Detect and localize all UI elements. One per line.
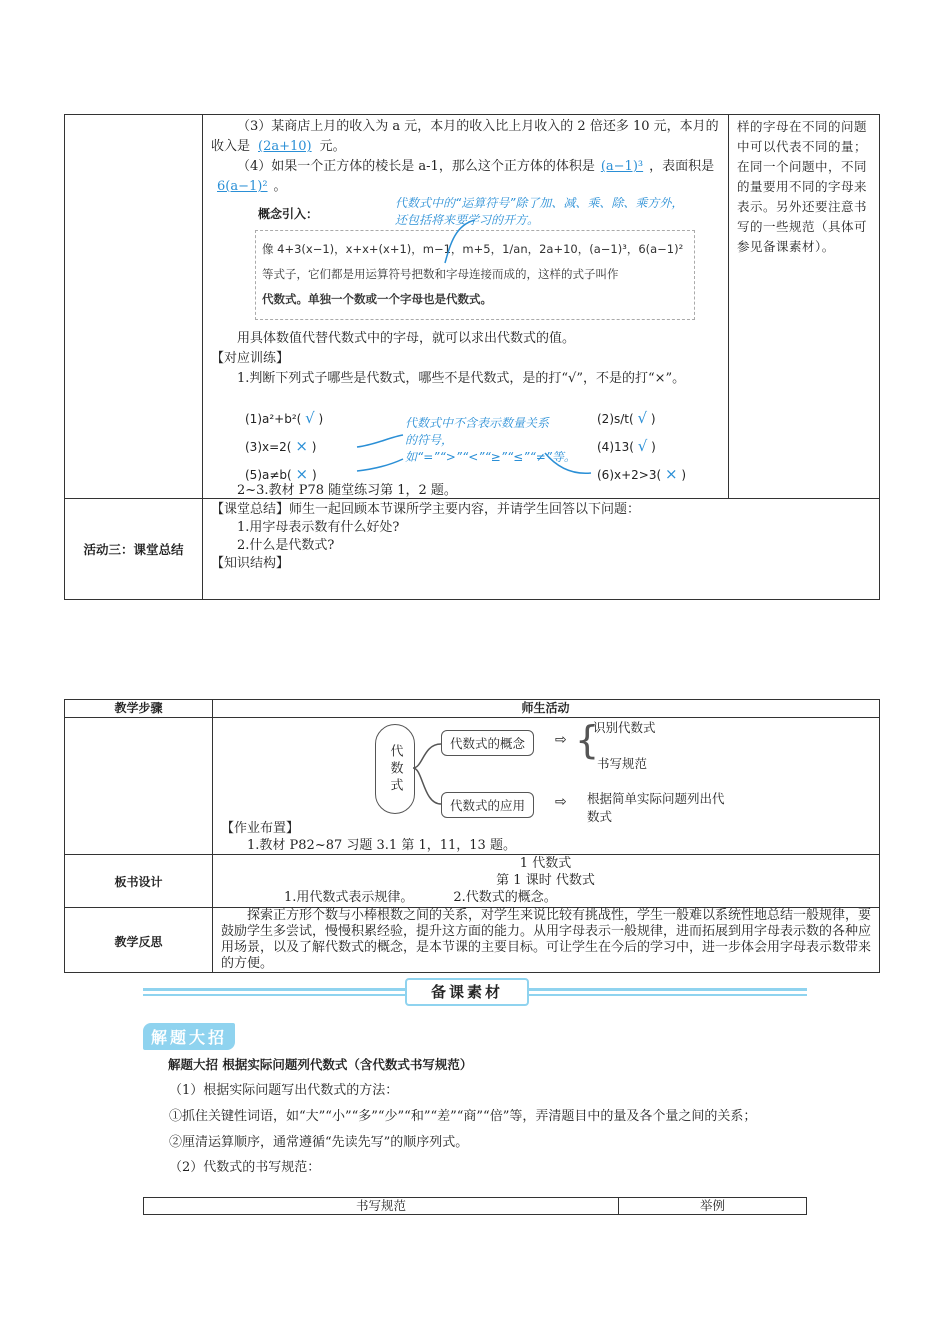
value-line: 用具体数值代替代数式中的字母，就可以求出代数式的值。 bbox=[237, 331, 576, 346]
material-p3: ②厘清运算顺序，通常遵循“先读先写”的顺序列式。 bbox=[169, 1135, 469, 1150]
banner-title: 备课素材 bbox=[405, 978, 529, 1006]
q3-answer: (2a+10) bbox=[258, 139, 312, 154]
board-item1: 1.用代数式表示规律。 bbox=[284, 890, 414, 905]
activity3-label: 活动三：课堂总结 bbox=[83, 542, 184, 557]
summary-q1: 1.用字母表示数有什么好处? bbox=[237, 520, 400, 535]
training-q1: 1.判断下列式子哪些是代数式，哪些不是代数式，是的打“√”，不是的打“×”。 bbox=[237, 371, 686, 386]
q4-text-a: （4）如果一个正方体的棱长是 a-1，那么这个正方体的体积是 bbox=[237, 159, 595, 174]
mind-map bbox=[375, 718, 735, 824]
q4-answer-a: (a−1)³ bbox=[600, 159, 644, 174]
brace-icon: { bbox=[575, 718, 600, 762]
mind-application: 代数式的应用 bbox=[441, 792, 534, 818]
items-left bbox=[245, 405, 323, 489]
summary-title: 【课堂总结】师生一起回顾本节课所学主要内容，并请学生回答以下问题： bbox=[211, 502, 641, 517]
header-activity: 师生活动 bbox=[521, 701, 570, 715]
reflect-text: 探索正方形个数与小棒根数之间的关系，对学生来说比较有挑战性，学生一般难以系统性地总结一般规律，要鼓励学生多尝试，慢慢积累经验，提升这方面的能力。从用字母表示一般规律，进而拓展到用字母表示数的各种应用场景，以及了解代数式的概念，是本节课的主要目标。可让学生在今后的学习中，进一步体会用字母表示数带来的方便。 bbox=[221, 908, 872, 971]
col-examples: 举例 bbox=[699, 1198, 725, 1213]
material-heading: 解题大招 根据实际问题列代数式（含代数式书写规范） bbox=[168, 1057, 473, 1072]
writing-table bbox=[143, 1197, 807, 1215]
mind-writing: 书写规范 bbox=[597, 756, 648, 771]
training-title: 【对应训练】 bbox=[211, 351, 290, 366]
q4-answer-b: 6(a−1)² bbox=[217, 179, 268, 194]
items-right bbox=[597, 405, 686, 489]
board-title: 1 代数式 bbox=[519, 856, 572, 871]
q4-end: 。 bbox=[273, 179, 287, 194]
list-item: (2)s/t( √ ) bbox=[597, 409, 656, 427]
summary-q2: 2.什么是代数式? bbox=[237, 538, 335, 553]
q3-text: （3）某商店上月的收入为 a 元，本月的收入比上月收入的 2 倍还多 10 元，本月的收入是 bbox=[211, 119, 719, 154]
list-item: (6)x+2>3( × ) bbox=[597, 465, 687, 483]
arrow-icon: ⇨ bbox=[555, 732, 567, 748]
list-item: (3)x=2( × ) bbox=[245, 437, 317, 455]
material-p2: ①抓住关键性词语，如“大”“小”“多”“少”“和”“差”“商”“倍”等，弄清题目中的量及各个量之间的关系； bbox=[169, 1109, 757, 1124]
homework-1: 1.教材 P82~87 习题 3.1 第 1，11，13 题。 bbox=[247, 838, 516, 853]
training-q23: 2~3.教材 P78 随堂练习第 1，2 题。 bbox=[237, 483, 457, 498]
tag: 解题大招 bbox=[143, 1023, 235, 1050]
annotation-arrow bbox=[435, 215, 495, 265]
concept-annotation: 代数式中的“运算符号”除了加、减、乘、除、乘方外，还包括将来要学习的开方。 bbox=[395, 196, 684, 227]
board-item2: 2.代数式的概念。 bbox=[453, 890, 557, 905]
list-item: (4)13( √ ) bbox=[597, 437, 656, 455]
header-steps: 教学步骤 bbox=[114, 701, 163, 715]
reflect-label: 教学反思 bbox=[114, 935, 163, 949]
homework-title: 【作业布置】 bbox=[221, 821, 300, 836]
mind-concept: 代数式的概念 bbox=[441, 730, 534, 756]
col-rules: 书写规范 bbox=[355, 1198, 406, 1213]
lesson-table-2 bbox=[64, 699, 880, 973]
side-note: 样的字母在不同的问题中可以代表不同的量；在同一个问题中，不同的量要用不同的字母来表示。另外还要注意书写的一些规范（具体可参见备课素材）。 bbox=[737, 119, 868, 254]
symbol-annotation: 代数式中不含表示数量关系的符号，如“=”“>”“<”“≥”“≤”“≠”等。 bbox=[405, 416, 576, 464]
material-p1: （1）根据实际问题写出代数式的方法： bbox=[169, 1083, 399, 1098]
main-cell bbox=[211, 117, 723, 197]
mind-identify: 识别代数式 bbox=[593, 720, 656, 735]
concept-definition: 代数式。单独一个数或一个字母也是代数式。 bbox=[262, 292, 492, 306]
material-p4: （2）代数式的书写规范： bbox=[169, 1160, 321, 1175]
knowledge-title: 【知识结构】 bbox=[211, 556, 290, 571]
list-item: (5)a≠b( × ) bbox=[245, 465, 317, 483]
mind-app-detail: 根据简单实际问题列出代数式 bbox=[587, 791, 725, 824]
board-label: 板书设计 bbox=[114, 875, 163, 889]
mind-center: 代数式 bbox=[375, 724, 415, 814]
concept-label: 概念引入： bbox=[258, 207, 319, 221]
q4-text-b: ，表面积是 bbox=[649, 159, 715, 174]
annotation-arrows bbox=[355, 425, 595, 485]
arrow-icon: ⇨ bbox=[555, 794, 567, 810]
board-sub: 第 1 课时 代数式 bbox=[496, 873, 595, 888]
concept-body: 像 4+3(x−1)，x+x+(x+1)，m−1，m+5，1/an，2a+10，(a−1)³，6(a−1)² 等式子，它们都是用运算符号把数和字母连接而成的，这样的式子叫作 bbox=[262, 242, 684, 281]
q3-unit: 元。 bbox=[319, 139, 346, 154]
list-item: (1)a²+b²( √ ) bbox=[245, 409, 324, 427]
lesson-table-1 bbox=[64, 114, 880, 600]
